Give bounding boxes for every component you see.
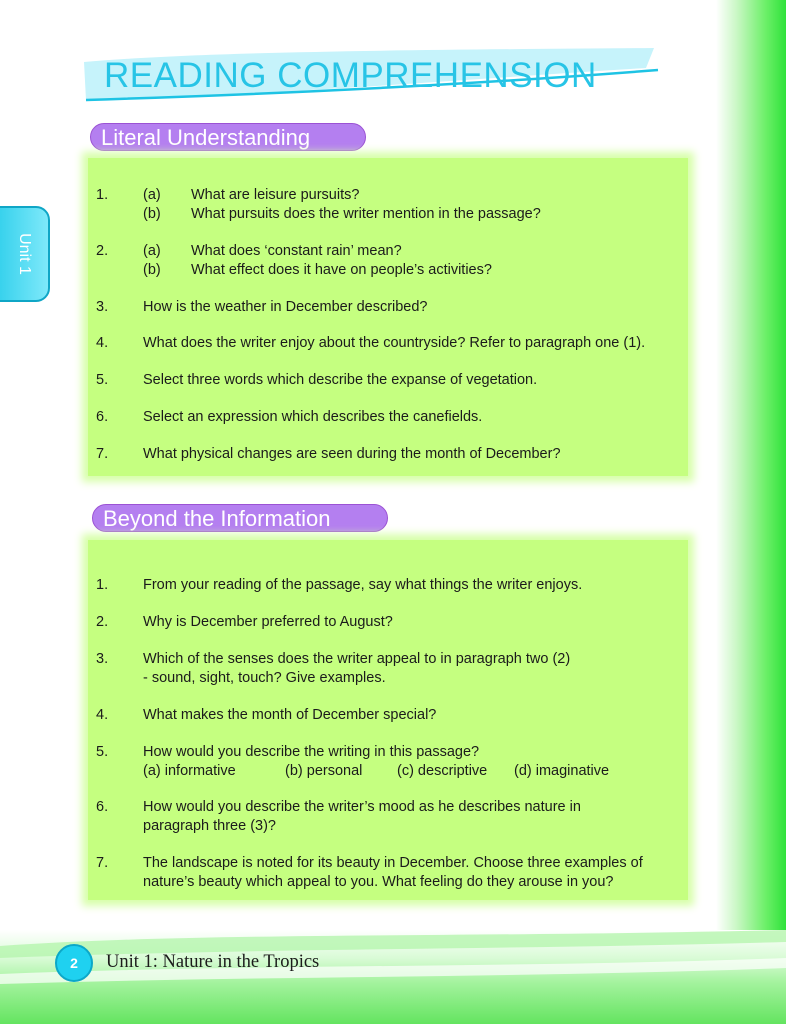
question-number: 3. (96, 651, 109, 667)
section-heading-literal: Literal Understanding (90, 123, 366, 151)
question-text: Select three words which describe the expanse of vegetation. (143, 372, 538, 388)
question-text: Which of the senses does the writer appeal to in paragraph two (2) (143, 651, 571, 667)
question-number: 7. (96, 855, 109, 871)
question-number: 1. (96, 577, 109, 593)
question-text: paragraph three (3)? (143, 818, 276, 834)
question-text: nature’s beauty which appeal to you. What feeling do they arouse in you? (143, 874, 614, 890)
answer-option: (b) personal (285, 763, 363, 779)
sub-label: (a) (143, 187, 161, 203)
question-number: 5. (96, 744, 109, 760)
question-text: What physical changes are seen during the month of December? (143, 446, 561, 462)
question-text: From your reading of the passage, say what things the writer enjoys. (143, 577, 583, 593)
right-decorative-stripe (716, 0, 786, 1024)
question-number: 5. (96, 372, 109, 388)
question-number: 4. (96, 335, 109, 351)
question-number: 2. (96, 614, 109, 630)
question-number: 6. (96, 409, 109, 425)
page-number: 2 (70, 955, 78, 971)
page-title: READING COMPREHENSION (104, 56, 597, 95)
question-text: What does ‘constant rain’ mean? (191, 243, 402, 259)
question-number: 6. (96, 799, 109, 815)
sub-label: (b) (143, 262, 161, 278)
question-number: 7. (96, 446, 109, 462)
question-text: Select an expression which describes the canefields. (143, 409, 483, 425)
sub-label: (b) (143, 206, 161, 222)
question-text: How is the weather in December described? (143, 299, 428, 315)
question-number: 3. (96, 299, 109, 315)
question-text: The landscape is noted for its beauty in December. Choose three examples of (143, 855, 643, 871)
question-number: 2. (96, 243, 109, 259)
question-text: How would you describe the writer’s mood as he describes nature in (143, 799, 581, 815)
question-text: How would you describe the writing in this passage? (143, 744, 480, 760)
question-text: What are leisure pursuits? (191, 187, 360, 203)
answer-option: (d) imaginative (514, 763, 610, 779)
question-text: What does the writer enjoy about the countryside? Refer to paragraph one (1). (143, 335, 646, 351)
unit-side-tab-label: Unit 1 (16, 233, 33, 275)
sub-label: (a) (143, 243, 161, 259)
answer-option: (c) descriptive (397, 763, 488, 779)
question-number: 1. (96, 187, 109, 203)
question-text: What makes the month of December special? (143, 707, 437, 723)
answer-option: (a) informative (143, 763, 236, 779)
question-number: 4. (96, 707, 109, 723)
question-text: What pursuits does the writer mention in the passage? (191, 206, 541, 222)
question-text: - sound, sight, touch? Give examples. (143, 670, 386, 686)
question-text: What effect does it have on people’s activities? (191, 262, 492, 278)
question-text: Why is December preferred to August? (143, 614, 393, 630)
footer-unit-title: Unit 1: Nature in the Tropics (106, 952, 320, 972)
section-heading-beyond: Beyond the Information (92, 504, 388, 532)
